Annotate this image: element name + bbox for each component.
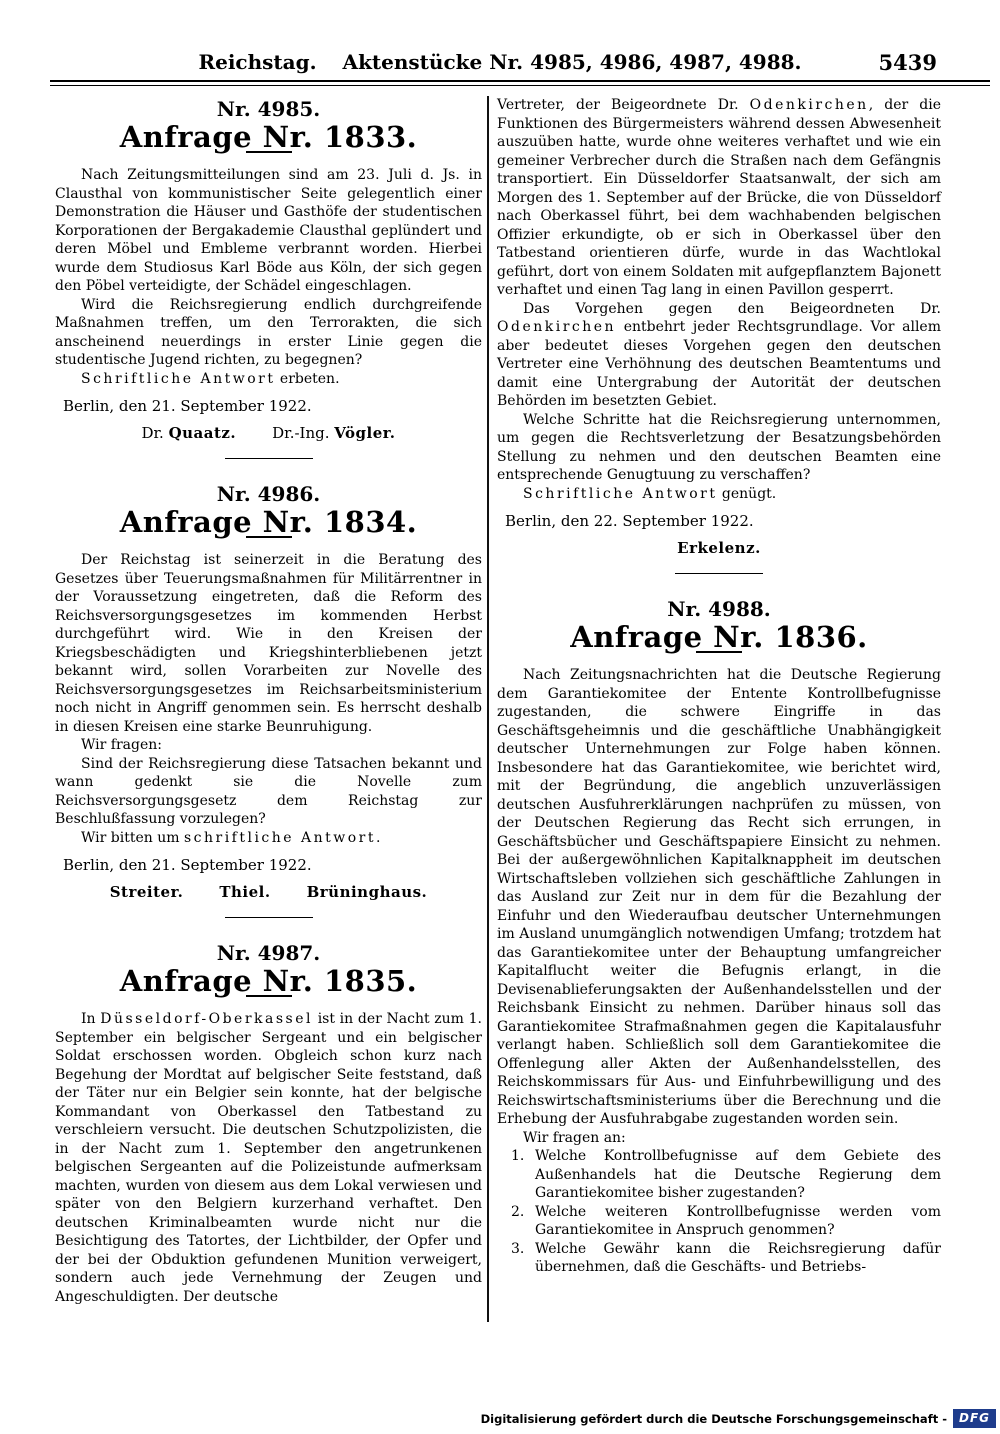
header-title xyxy=(55,50,945,74)
digitization-credit: Digitalisierung gefördert durch die Deutsche Forschungsgemeinschaft - xyxy=(480,1411,947,1426)
section-divider xyxy=(225,458,313,459)
para-pre: Vertreter, der Beigeordnete Dr. xyxy=(497,97,750,113)
signature: Dr.-Ing. Vögler. xyxy=(272,423,396,442)
signatures xyxy=(55,883,482,902)
ask-line: Wir fragen an: xyxy=(523,1129,626,1146)
document-number: Nr. 4986. xyxy=(216,482,321,506)
right-column xyxy=(497,96,941,1277)
spaced-phrase: Odenkirchen xyxy=(497,319,617,335)
spaced-phrase: Odenkirchen xyxy=(749,97,869,113)
answer-rest: erbeten. xyxy=(275,370,340,387)
paragraph: Der Reichstag ist seinerzeit in die Beratung des Gesetzes über Teuerungsmaßnahmen für Militärrentner in der Voraussetzung eingetreten, daß die Reform des Reichsversorgungsgesetzes im kommenden Herbst durchgeführt wird. Wie in den Kreisen der Kriegsbeschädigten und Kriegshinterbliebenen jetzt bekannt wird, sollen Vorarbeiten zur Novelle des Reichsversorgungsgesetzes im Reichsarbeitsministerium noch nicht in Angriff genommen sein. Es herrscht deshalb in diesen Kreisen eine starke Beunruhigung. xyxy=(55,552,482,735)
date-line: Berlin, den 22. September 1922. xyxy=(505,512,754,530)
answer-note xyxy=(55,829,482,848)
paragraph: Nach Zeitungsnachrichten hat die Deutsche Regierung dem Garantiekomitee der Entente Kontrollbefugnisse zugestanden, die schwere Eingriffe in das Geschäftsgeheimnis und die geschäftliche Unabhängigkeit deutscher Unternehmungen zur Folge haben können. Insbesondere hat das Garantiekomitee, wie berichtet wird, mit der Begründung, die angeblich unzuverlässigen deutschen Ausfuhrerklärungen nachprüfen zu müssen, von der Deutschen Regierung das Recht sich errungen, in Geschäftsbücher und Geschäftspapiere Einsicht zu nehmen. Bei der außergewöhnlichen Kapitalknappheit im deutschen Wirtschaftsleben vollziehen sich geschäftliche Zahlungen in das Ausland zur Zeit nur in dem für die Bezahlung der Einfuhr und den Wiederaufbau deutscher Unternehmungen im Ausland unumgänglich notwendigen Umfang; trotzdem hat das Garantiekomitee unter der Behauptung umfangreicher Kapitalflucht weiter die Befugnis erlangt, in die Devisenablieferungsakten der Außenhandelsstellen und der Reichsbank Einsicht zu nehmen. Darüber hinaus soll das Garantiekomitee Strafmaßnahmen gegen die Kapitalausfuhr verlangt haben. Schließlich soll dem Garantiekomitee die Offenlegung aller Akten der Außenhandelsstellen, des Reichskommissars für Aus- und Einfuhrbewilligung und des Reichswirtschaftsministeriums über die Berechnung und die Erhebung der Ausfuhrabgabe zugestanden worden sein. xyxy=(497,667,941,1127)
header-rule xyxy=(50,80,990,86)
spaced-phrase: Schriftliche Antwort xyxy=(523,485,718,502)
signatures xyxy=(497,539,941,558)
question-list xyxy=(497,1147,941,1277)
question-text: Welche Gewähr kann die Reichsregierung dafür übernehmen, daß die Geschäfts- und Betriebs- xyxy=(535,1240,941,1275)
signature: Brüninghaus. xyxy=(306,882,428,901)
anfrage-title: Anfrage Nr. 1836. xyxy=(570,619,868,654)
spaced-phrase: Düsseldorf-Oberkassel xyxy=(100,1011,313,1027)
document-number: Nr. 4988. xyxy=(667,597,771,621)
question-item xyxy=(511,1147,941,1203)
date-line: Berlin, den 21. September 1922. xyxy=(63,397,312,415)
section-4987-continued xyxy=(497,96,941,574)
paragraph xyxy=(55,1010,482,1306)
question-item xyxy=(511,1240,941,1277)
signature: Dr. Quaatz. xyxy=(141,423,237,442)
doc-numbers: 4985, 4986, 4987, 4988. xyxy=(530,50,802,74)
section-4986 xyxy=(55,482,482,918)
signatures xyxy=(55,424,482,443)
section-4985 xyxy=(55,97,482,459)
question-number: 1. xyxy=(511,1148,525,1164)
date-line: Berlin, den 21. September 1922. xyxy=(63,856,312,874)
signature: Erkelenz. xyxy=(677,538,761,557)
paragraph xyxy=(497,300,941,411)
paragraph: Nach Zeitungsmitteilungen sind am 23. Juli d. Js. in Clausthal von kommunistischer Seite gelegentlich einer Demonstration die Häuser und Gasthöfe der studentischen Korporationen der Bergakademie Clausthal geplündert und deren Möbel und Embleme verbrannt worden. Hierbei wurde dem Studiosus Karl Böde aus Köln, der sich gegen den Pöbel verteidigte, der Schädel eingeschlagen. xyxy=(55,167,482,294)
spaced-phrase: Schriftliche Antwort xyxy=(81,370,276,387)
page-number: 5439 xyxy=(878,50,937,75)
question-text: Welche Kontrollbefugnisse auf dem Gebiete des Außenhandels hat die Deutsche Regierung dem Garantiekomitee bisher zugestanden? xyxy=(535,1148,941,1201)
para-pre: In xyxy=(81,1011,101,1027)
answer-note xyxy=(55,370,482,389)
section-4988 xyxy=(497,597,941,1277)
section-divider xyxy=(225,917,313,918)
para-rest: ist in der Nacht zum 1. September ein belgischer Sergeant und ein belgischer Soldat erschossen worden. Obgleich schon kurz nach Begehung der Mordtat auf belgischer Seite feststand, daß der Täter nur ein Belgier sein konnte, hat der belgische Kommandant von Oberkassel den Tatbestand zu verschleiern versucht. Die deutschen Schutzpolizisten, die in der Nacht zum 1. September den angetrunkenen belgischen Sergeanten auf die Polizeistunde aufmerksam machten, wurden von diesem aus dem Lokal verwiesen und später von den Belgiern kurzerhand verhaftet. Den deutschen Kriminalbeamten wurde nicht nur die Besichtigung des Tatortes, der Lichtbilder, der Opfer und der bei der Obduktion gefundenen Munition verweigert, sondern auch jede Vernehmung der Zeugen und Angeschuldigten. Der deutsche xyxy=(55,1011,483,1305)
column-divider xyxy=(487,96,489,1322)
signature: Streiter. xyxy=(109,882,184,901)
left-column xyxy=(55,96,482,1306)
footer xyxy=(481,1409,996,1428)
dfg-logo: DFG xyxy=(953,1409,996,1428)
answer-pre: Wir bitten um xyxy=(81,829,184,846)
question-item xyxy=(511,1203,941,1240)
anfrage-title: Anfrage Nr. 1835. xyxy=(119,963,418,998)
section-divider xyxy=(675,573,763,574)
answer-note xyxy=(497,485,941,504)
answer-rest: . xyxy=(376,829,381,846)
journal-name: Reichstag. xyxy=(198,50,317,74)
question-number: 2. xyxy=(511,1203,525,1220)
anfrage-title: Anfrage Nr. 1833. xyxy=(119,119,418,154)
question-text: Welche weiteren Kontrollbefugnisse werden vom Garantiekomitee in Anspruch genommen? xyxy=(535,1203,941,1238)
signature: Thiel. xyxy=(219,882,271,901)
paragraph: Wird die Reichsregierung endlich durchgreifende Maßnahmen treffen, um den Terrorakten, die sich anscheinend neuerdings in erster Linie gegen die studentische Jugend richten, zu begegnen? xyxy=(55,296,482,368)
document-number: Nr. 4987. xyxy=(216,941,321,965)
spaced-phrase: schriftliche Antwort xyxy=(183,829,377,846)
document-number: Nr. 4985. xyxy=(216,97,321,121)
paragraph: Sind der Reichsregierung diese Tatsachen bekannt und wann gedenkt sie die Novelle zum Reichsversorgungsgesetz dem Reichstag zur Beschlußfassung vorzulegen? xyxy=(55,755,482,827)
anfrage-title: Anfrage Nr. 1834. xyxy=(119,504,418,539)
paragraph: Welche Schritte hat die Reichsregierung unternommen, um gegen die Rechtsverletzung der Besatzungsbehörden Stellung zu nehmen und den deutschen Beamten eine entsprechende Genugtuung zu verschaffen? xyxy=(497,411,941,483)
para-rest: , der die Funktionen des Bürgermeisters während dessen Abwesenheit auszuüben hatte, wurde ohne weiteres verhaftet und wie ein gemeiner Verbrecher durch die Straßen nach dem Gefängnis transportiert. Ein Düsseldorfer Staatsanwalt, der sich am Morgen des 1. September auf der Brücke, die von Düsseldorf nach Oberkassel führt, bei dem wachhabenden belgischen Offizier erkundigte, ob er sich in Oberkassel über den Tatbestand orientieren dürfe, wurde in das Wachtlokal geführt, dort von einem Soldaten mit aufgepflanztem Bajonett verhaftet und einen Tag lang in einen Pavillon gesperrt. xyxy=(497,97,941,298)
page-header xyxy=(55,50,945,78)
para-rest: entbehrt jeder Rechtsgrundlage. Vor allem aber bedeutet dieses Vorgehen gegen den deutschen Vertreter eine Verhöhnung des deutschen Beamtentums und damit eine Untergrabung der Autorität der deutschen Behörden im besetzten Gebiet. xyxy=(497,319,941,409)
answer-rest: genügt. xyxy=(717,485,777,502)
paragraph xyxy=(497,96,941,300)
para-pre: Das Vorgehen gegen den Beigeordneten Dr. xyxy=(523,300,941,317)
question-number: 3. xyxy=(511,1240,525,1257)
ask-line: Wir fragen: xyxy=(81,737,162,753)
doc-label: Aktenstücke Nr. xyxy=(342,50,524,74)
section-4987 xyxy=(55,941,483,1306)
